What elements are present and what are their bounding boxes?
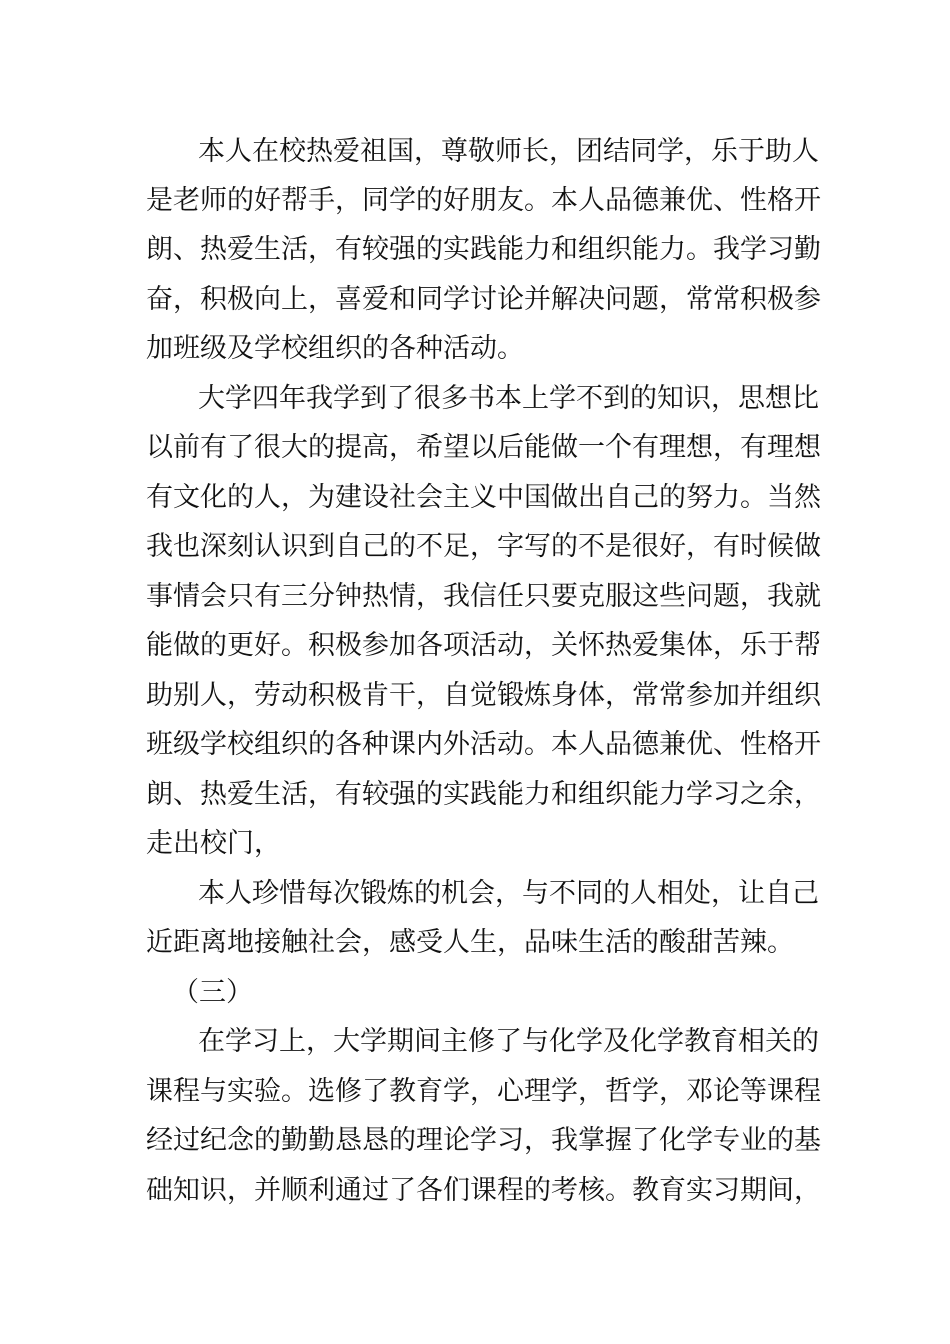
text-line: [0, 676, 950, 716]
line-text: 助别人，劳动积极肯干，自觉锻炼身体，常常参加并组织: [146, 680, 821, 711]
line-text: 大学四年我学到了很多书本上学不到的知识，思想比: [198, 383, 819, 414]
text-line: [0, 1022, 950, 1062]
text-line: [0, 527, 950, 567]
line-text: 以前有了很大的提高，希望以后能做一个有理想，有理想: [146, 432, 821, 463]
text-line: [0, 1121, 950, 1161]
line-text: 础知识，并顺利通过了各们课程的考核。教育实习期间，: [146, 1175, 821, 1206]
text-line: [0, 132, 950, 172]
text-line: [0, 181, 950, 221]
text-line: [0, 1171, 950, 1211]
line-text: 本人珍惜每次锻炼的机会，与不同的人相处，让自己: [198, 878, 819, 909]
text-line: [0, 626, 950, 666]
line-text: 加班级及学校组织的各种活动。: [146, 333, 524, 364]
text-line: [0, 230, 950, 270]
text-line: [0, 874, 950, 914]
text-line: [0, 577, 950, 617]
section-heading-text: （三）: [172, 977, 253, 1008]
text-line: [0, 775, 950, 815]
section-heading: [0, 973, 950, 1013]
line-text: 是老师的好帮手，同学的好朋友。本人品德兼优、性格开: [146, 185, 821, 216]
line-text: 奋，积极向上，喜爱和同学讨论并解决问题，常常积极参: [146, 284, 821, 315]
text-line: [0, 725, 950, 765]
text-line: [0, 478, 950, 518]
line-text: 我也深刻认识到自己的不足，字写的不是很好，有时候做: [146, 531, 821, 562]
line-text: 朗、热爱生活，有较强的实践能力和组织能力学习之余，: [146, 779, 821, 810]
text-line: [0, 379, 950, 419]
text-line: [0, 329, 950, 369]
line-text: 朗、热爱生活，有较强的实践能力和组织能力。我学习勤: [146, 234, 821, 265]
line-text: 班级学校组织的各种课内外活动。本人品德兼优、性格开: [146, 729, 821, 760]
text-line: [0, 280, 950, 320]
line-text: 经过纪念的勤勤恳恳的理论学习，我掌握了化学专业的基: [146, 1125, 821, 1156]
text-line: [0, 428, 950, 468]
line-text: 事情会只有三分钟热情，我信任只要克服这些问题，我就: [146, 581, 821, 612]
line-text: 近距离地接触社会，感受人生，品味生活的酸甜苦辣。: [146, 927, 794, 958]
text-line: [0, 1072, 950, 1112]
line-text: 本人在校热爱祖国，尊敬师长，团结同学，乐于助人: [198, 136, 819, 167]
text-line: [0, 923, 950, 963]
line-text: 能做的更好。积极参加各项活动，关怀热爱集体，乐于帮: [146, 630, 821, 661]
line-text: 课程与实验。选修了教育学，心理学，哲学，邓论等课程: [146, 1076, 821, 1107]
line-text: 走出校门，: [146, 828, 281, 859]
line-text: 在学习上，大学期间主修了与化学及化学教育相关的: [198, 1026, 819, 1057]
line-text: 有文化的人，为建设社会主义中国做出自己的努力。当然: [146, 482, 821, 513]
text-line: [0, 824, 950, 864]
